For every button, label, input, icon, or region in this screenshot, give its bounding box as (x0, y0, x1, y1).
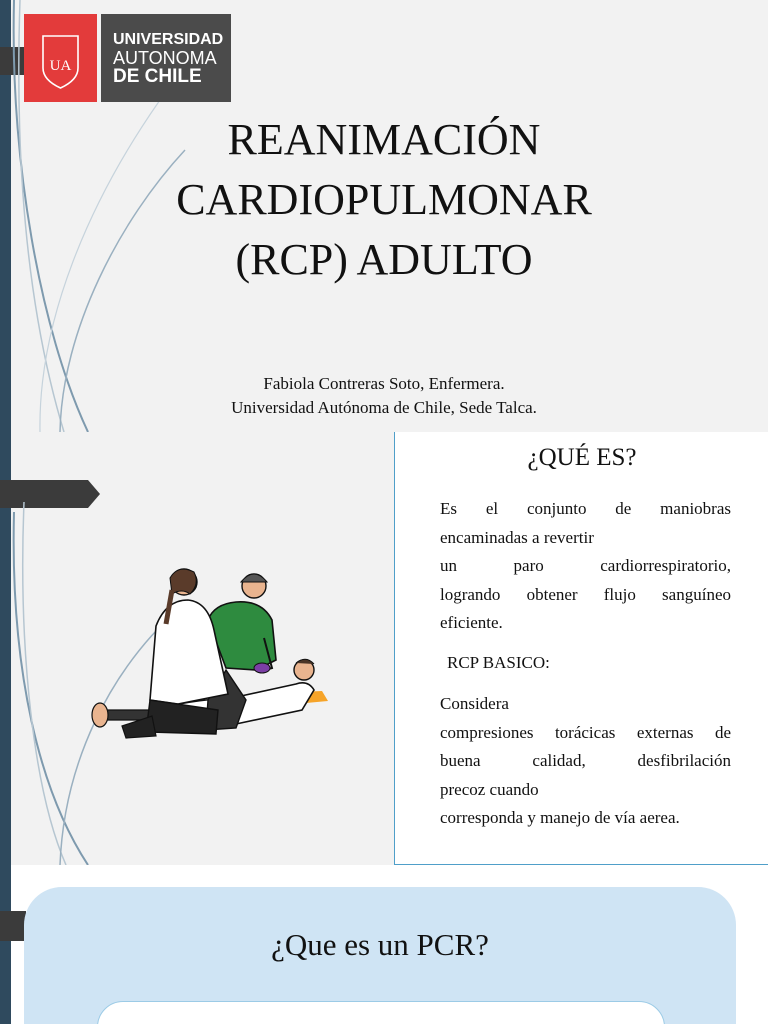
presentation-title (130, 110, 638, 290)
definition-slide (0, 432, 768, 865)
author-name: Fabiola Contreras Soto, Enfermera. (263, 374, 505, 393)
basic-line: Considera (440, 694, 509, 713)
pcr-heading: ¿Que es un PCR? (271, 927, 489, 962)
definition-line: un paro cardiorrespiratorio, (440, 556, 731, 575)
pcr-inner-box (97, 1001, 665, 1024)
rcp-basic-heading: RCP BASICO: (447, 653, 550, 672)
definition-line: eficiente. (440, 613, 503, 632)
definition-panel (394, 432, 768, 865)
logo-wordmark (101, 14, 231, 102)
title-line: (RCP) ADULTO (235, 235, 533, 284)
logo-line-1: UNIVERSIDAD (113, 31, 224, 48)
logo-seal-text: UA (49, 58, 72, 74)
shield-icon (24, 14, 97, 102)
basic-line: precoz cuando (440, 779, 539, 799)
university-logo (24, 14, 231, 102)
pcr-slide (0, 865, 768, 1024)
slide-sidebar-bar (0, 865, 11, 1024)
definition-line: encaminadas a revertir (440, 527, 594, 547)
panel-heading: ¿QUÉ ES? (527, 444, 637, 471)
title-line: REANIMACIÓN (227, 115, 541, 164)
cpr-illustration (86, 560, 331, 740)
author-block (150, 372, 618, 420)
basic-line: buena calidad, desfibrilación (440, 751, 731, 770)
logo-line-2: AUTONOMA (113, 48, 217, 68)
logo-seal (24, 14, 97, 102)
basic-line: compresiones torácicas externas de (440, 722, 731, 742)
title-slide (0, 0, 768, 432)
title-line: CARDIOPULMONAR (176, 175, 592, 224)
author-affiliation: Universidad Autónoma de Chile, Sede Talca. (231, 398, 537, 417)
basic-line: corresponda y manejo de vía aerea. (440, 808, 680, 827)
definition-line: Es el conjunto de maniobras (440, 499, 731, 518)
pcr-callout-box (24, 887, 736, 1024)
definition-line: logrando obtener flujo sanguíneo (440, 584, 731, 604)
logo-line-3: DE CHILE (113, 66, 202, 87)
slide-tab-marker (0, 911, 26, 941)
